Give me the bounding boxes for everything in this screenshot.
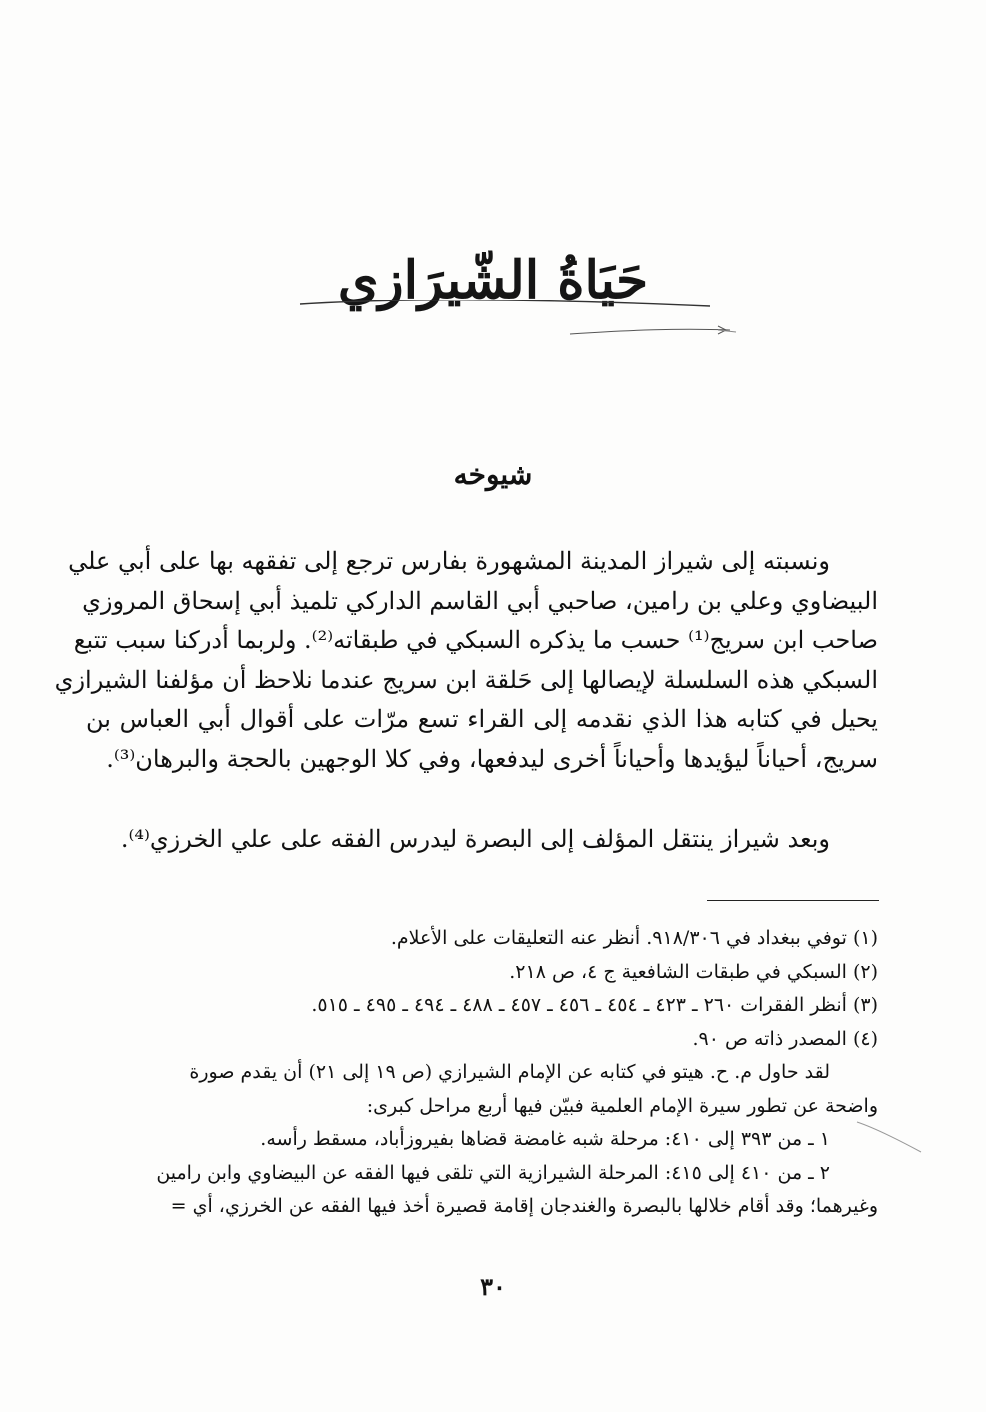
footnote-1: (١) توفي ببغداد في ٩١٨/٣٠٦. أنظر عنه التعليقات على الأعلام. [390,927,878,949]
chapter-title: حَيَاةُ الشّيرَازي [337,250,649,311]
paragraph-line: صاحب ابن سريج⁽¹⁾ حسب ما يذكره السبكي في طبقاته⁽²⁾. ولربما أدركنا سبب تتبع [73,626,878,654]
footnote-stage-1: ١ ـ من ٣٩٣ إلى ٤١٠: مرحلة شبه غامضة قضاها بفيروزأباد، مسقط رأسه. [260,1128,830,1150]
paragraph-line: البيضاوي وعلي بن رامين، صاحبي أبي القاسم الداركي تلميذ أبي إسحاق المروزي [82,586,878,615]
scan-artifact-mark [855,1118,925,1158]
second-paragraph [86,820,878,859]
paragraph-line: يحيل في كتابه هذا الذي نقدمه إلى القراء تسع مرّات على أقوال أبي العباس بن [86,705,878,733]
footnote-stage-2-continued: وغيرهما؛ وقد أقام خلالها بالبصرة والغندجان إقامة قصيرة أخذ فيها الفقه عن الخرزي، أي = [170,1195,878,1217]
paragraph-line: ونسبته إلى شيراز المدينة المشهورة بفارس ترجع إلى تفقهه بها على أبي علي [68,547,830,575]
footnote-note-line: لقد حاول م. ح. هيتو في كتابه عن الإمام الشيرازي (ص ١٩ إلى ٢١) أن يقدم صورة [189,1061,830,1083]
paragraph-line: السبكي هذه السلسلة لإيصالها إلى حَلقة ابن سريج عندما نلاحظ أن مؤلفنا الشيرازي [54,665,878,694]
footnotes [86,922,878,1224]
paragraph-line: وبعد شيراز ينتقل المؤلف إلى البصرة ليدرس الفقه على علي الخرزي⁽⁴⁾. [120,825,830,853]
scan-artifact-mark [716,322,740,338]
footnote-note-line: واضحة عن تطور سيرة الإمام العلمية فبيّن فيها أربع مراحل كبرى: [366,1094,878,1117]
footnote-separator [707,900,879,901]
section-heading: شيوخه [453,458,533,491]
paragraph-line: سريج، أحياناً ليؤيدها وأحياناً أخرى ليدفعها، وفي كلا الوجهين بالحجة والبرهان⁽³⁾. [106,744,878,773]
title-flourish-decoration [270,300,740,340]
page-number: ٣٠ [480,1272,506,1301]
footnote-stage-2: ٢ ـ من ٤١٠ إلى ٤١٥: المرحلة الشيرازية التي تلقى فيها الفقه عن البيضاوي وابن رامين [156,1161,830,1184]
footnote-3: (٣) أنظر الفقرات ٢٦٠ ـ ٤٢٣ ـ ٤٥٤ ـ ٤٥٦ ـ ٤٥٧ ـ ٤٨٨ ـ ٤٩٤ ـ ٤٩٥ ـ ٥١٥. [311,994,878,1016]
footnote-2: (٢) السبكي في طبقات الشافعية ج ٤، ص ٢١٨. [509,960,878,983]
main-paragraph [54,542,878,779]
footnote-4: (٤) المصدر ذاته ص ٩٠. [692,1027,878,1050]
